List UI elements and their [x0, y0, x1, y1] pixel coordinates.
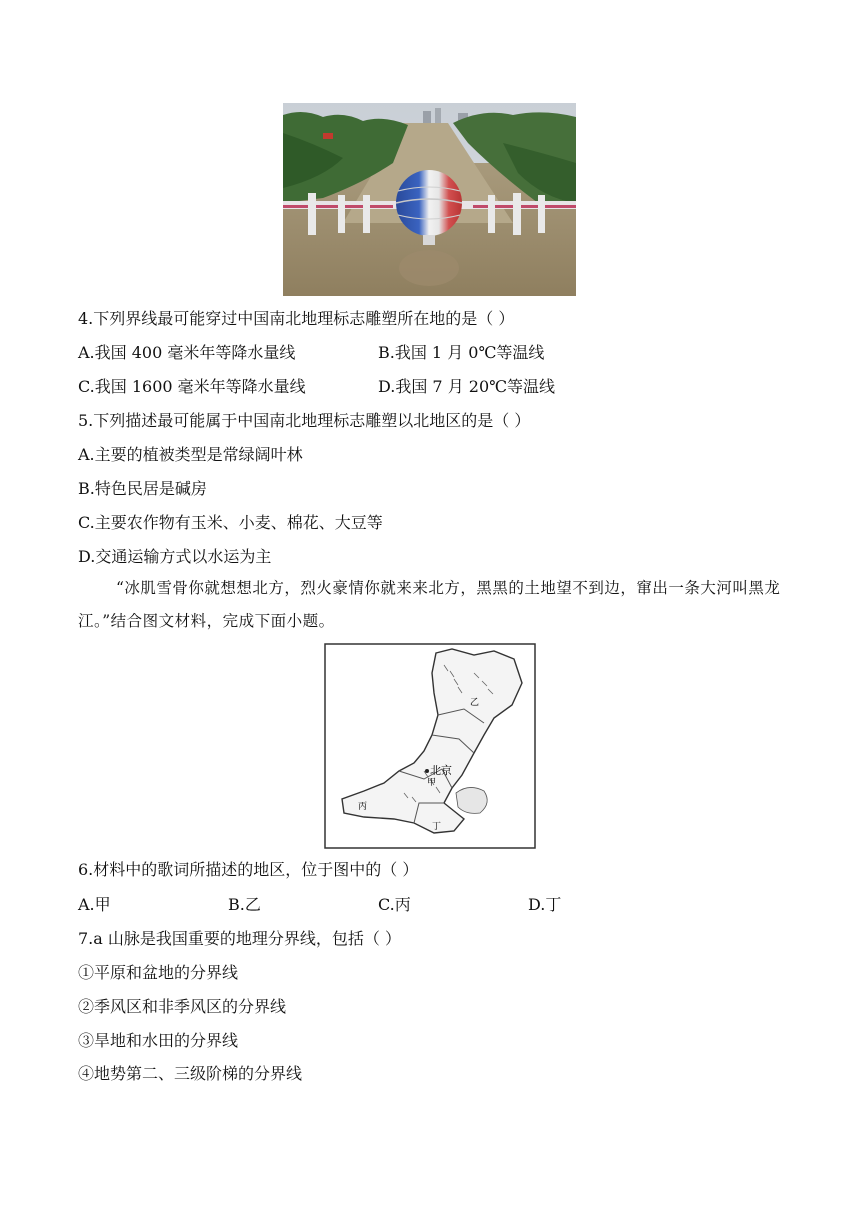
q7-item-1: ①平原和盆地的分界线 [78, 963, 239, 982]
q7-stem: 7.a 山脉是我国重要的地理分界线，包括（ ） [78, 929, 401, 948]
q7-item-2: ②季风区和非季风区的分界线 [78, 997, 287, 1016]
q6-option-a: A.甲 [78, 895, 111, 914]
sculpture-photo [283, 103, 576, 296]
q6-option-d: D.丁 [528, 895, 562, 914]
q7-item-4: ④地势第二、三级阶梯的分界线 [78, 1064, 303, 1083]
q5-option-c: C.主要农作物有玉米、小麦、棉花、大豆等 [78, 513, 383, 532]
q4-option-d: D.我国 7 月 20℃等温线 [378, 377, 556, 396]
q4-option-a: A.我国 400 毫米年等降水量线 [78, 343, 296, 362]
map-label-bing: 丙 [358, 802, 368, 812]
q4-option-b: B.我国 1 月 0℃等温线 [378, 343, 545, 362]
beijing-marker [425, 769, 429, 773]
q7-item-3: ③旱地和水田的分界线 [78, 1031, 239, 1050]
q5-stem: 5.下列描述最可能属于中国南北地理标志雕塑以北地区的是（ ） [78, 411, 531, 430]
north-china-map [324, 643, 536, 849]
q6-option-b: B.乙 [228, 895, 261, 914]
map-label-ding: 丁 [432, 822, 442, 832]
q4-stem: 4.下列界线最可能穿过中国南北地理标志雕塑所在地的是（ ） [78, 309, 515, 328]
q6-stem: 6.材料中的歌词所描述的地区，位于图中的（ ） [78, 860, 419, 879]
q6-option-c: C.丙 [378, 895, 411, 914]
lyrics-passage: “冰肌雪骨你就想想北方，烈火豪情你就来来北方，黑黑的土地望不到边，窜出一条大河叫黑龙江。”结合图文材料，完成下面小题。 [78, 579, 781, 630]
q4-option-c: C.我国 1600 毫米年等降水量线 [78, 377, 306, 396]
q5-option-d: D.交通运输方式以水运为主 [78, 547, 272, 566]
map-label-jia: 甲 [427, 778, 437, 788]
map-label-beijing: 北京 [430, 764, 452, 777]
q5-option-b: B.特色民居是碱房 [78, 479, 207, 498]
q5-option-a: A.主要的植被类型是常绿阔叶林 [78, 445, 303, 464]
map-label-yi: 乙 [470, 698, 480, 708]
